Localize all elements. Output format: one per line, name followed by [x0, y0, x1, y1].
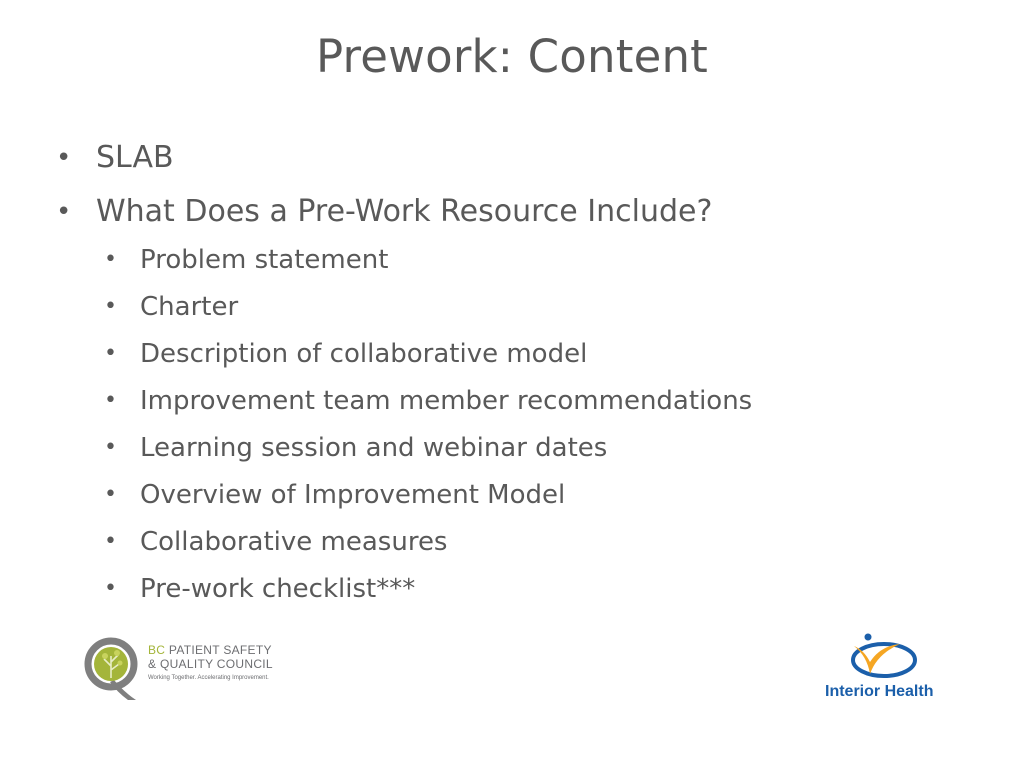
bullet-item [56, 140, 976, 176]
interior-health-name: Interior Health [825, 683, 934, 700]
sub-bullet-text: Improvement team member recommendations [140, 386, 753, 416]
slide-title: Prework: Content [315, 30, 709, 83]
sub-bullet-item [56, 338, 976, 370]
bcps-wordmark [148, 643, 273, 682]
bullet-marker: • [104, 576, 117, 601]
sub-bullet-text: Overview of Improvement Model [140, 480, 566, 510]
sub-bullet-item [56, 479, 976, 511]
bcps-q-leaf-icon [84, 636, 142, 702]
bcps-name-line2: & QUALITY COUNCIL [148, 657, 273, 671]
sub-bullet-item [56, 244, 976, 276]
bullet-marker: • [104, 247, 117, 272]
sub-bullet-text: Collaborative measures [140, 527, 448, 557]
sub-bullet-list [56, 244, 976, 605]
sub-bullet-item [56, 432, 976, 464]
bullet-marker: • [104, 388, 117, 413]
bullet-marker: • [104, 341, 117, 366]
bullet-marker: • [104, 435, 117, 460]
bullet-marker: • [104, 529, 117, 554]
bullet-marker: • [56, 197, 72, 227]
sub-bullet-text: Pre-work checklist*** [140, 574, 416, 604]
sub-bullet-text: Learning session and webinar dates [140, 433, 608, 463]
interior-health-mark-icon [822, 632, 946, 682]
sub-bullet-item [56, 526, 976, 558]
bullet-marker: • [104, 294, 117, 319]
bullet-marker: • [104, 482, 117, 507]
bullet-text: What Does a Pre-Work Resource Include? [96, 194, 713, 229]
bullet-text: SLAB [96, 140, 174, 175]
interior-health-logo [822, 632, 946, 704]
bcps-name-line1 [148, 643, 273, 657]
bcps-tagline: Working Together. Accelerating Improvement. [148, 675, 269, 681]
sub-bullet-item [56, 573, 976, 605]
sub-bullet-text: Description of collaborative model [140, 339, 588, 369]
bcps-bc: BC [148, 643, 166, 657]
sub-bullet-item [56, 385, 976, 417]
slide-body [56, 140, 976, 620]
sub-bullet-text: Charter [140, 292, 239, 322]
bullet-marker: • [56, 143, 72, 173]
bullet-item [56, 194, 976, 230]
bcps-patient-safety: PATIENT SAFETY [165, 643, 272, 657]
bcps-logo [84, 636, 284, 702]
sub-bullet-item [56, 291, 976, 323]
sub-bullet-text: Problem statement [140, 245, 389, 275]
